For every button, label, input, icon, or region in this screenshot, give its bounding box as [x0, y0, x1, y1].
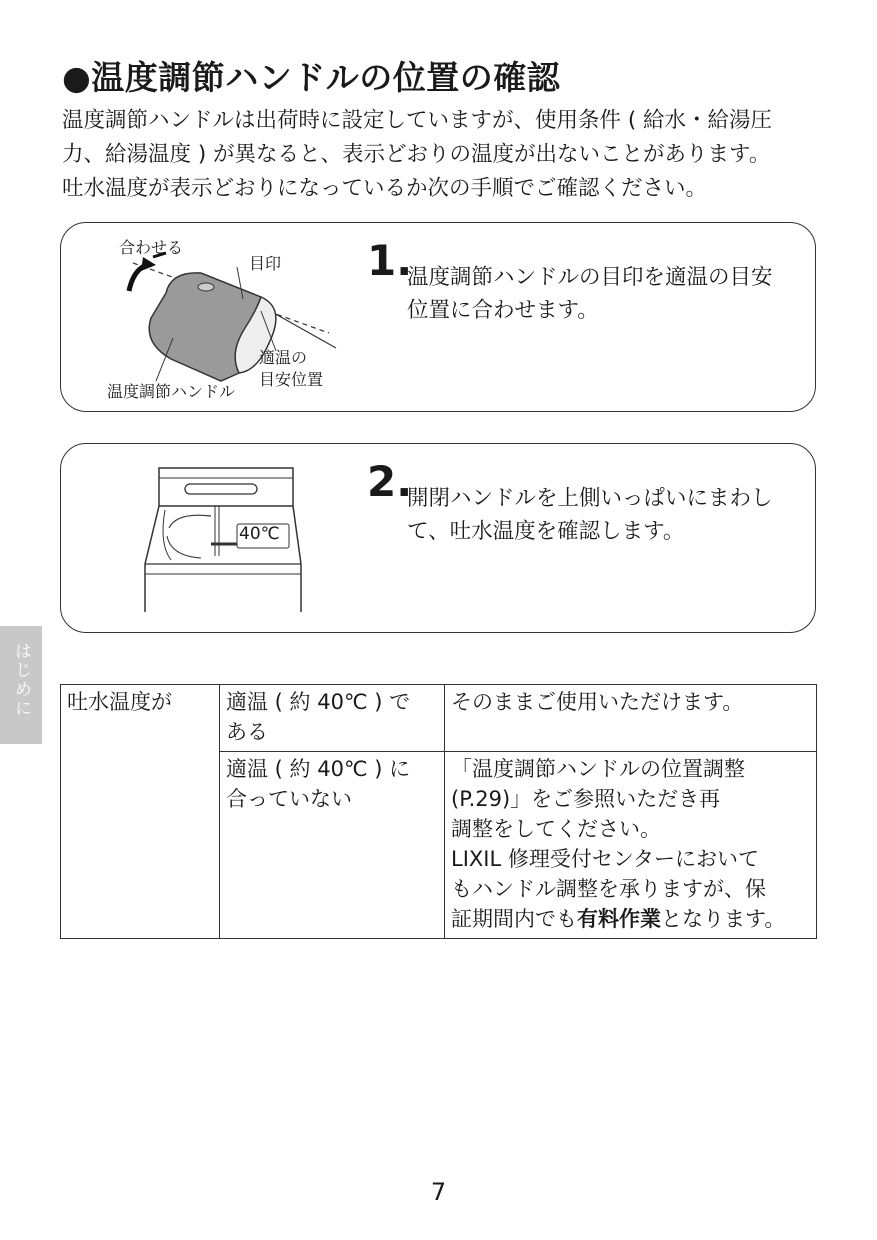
step-text-line: 温度調節ハンドルの目印を適温の目安	[407, 265, 773, 290]
condition-cell: 適温 ( 約 40℃ ) で ある	[220, 685, 445, 752]
step2-box	[60, 443, 816, 633]
step-text-line: 開閉ハンドルを上側いっぱいにまわし	[407, 486, 773, 511]
step-text-line: 位置に合わせます。	[407, 298, 599, 323]
page-title: ●温度調節ハンドルの位置の確認	[62, 58, 561, 97]
table-header-cell: 吐水温度が	[61, 685, 220, 939]
temperature-label: 40℃	[239, 524, 280, 544]
align-label: 合わせる	[119, 238, 184, 257]
page-number: 7	[430, 1178, 447, 1206]
intro-line: 温度調節ハンドルは出荷時に設定していますが、使用条件 ( 給水・給湯圧	[62, 108, 773, 133]
result-cell: そのままご使用いただけます。	[445, 685, 817, 752]
target-position-label-2: 目安位置	[259, 370, 324, 389]
step-text-line: て、吐水温度を確認します。	[407, 519, 685, 544]
section-side-tab-label: はじめに	[11, 642, 31, 718]
intro-line: 力、給湯温度 ) が異なると、表示どおりの温度が出ないことがあります。	[62, 142, 771, 167]
condition-cell: 適温 ( 約 40℃ ) に 合っていない	[220, 752, 445, 939]
section-side-tab	[0, 626, 42, 744]
intro-paragraph	[62, 104, 832, 206]
paid-work-emphasis: 有料作業	[577, 907, 661, 931]
target-position-label: 適温の	[259, 348, 308, 367]
mark-label: 目印	[249, 254, 282, 273]
table-row	[61, 685, 817, 752]
handle-label: 温度調節ハンドル	[107, 382, 236, 401]
result-cell: 「温度調節ハンドルの位置調整 (P.29)」をご参照いただき再 調整をしてください。 LIXIL 修理受付センターにおいて もハンドル調整を承りますが、保 証期間内でも有料作業となります。	[445, 752, 817, 939]
step1-box	[60, 222, 816, 412]
faucet-illustration	[61, 444, 361, 634]
intro-line: 吐水温度が表示どおりになっているか次の手順でご確認ください。	[62, 176, 708, 201]
step-number: 1.	[367, 236, 413, 285]
step-number: 2.	[367, 457, 413, 506]
result-last-line: 証期間内でも有料作業となります。	[451, 907, 786, 931]
temperature-check-table	[60, 684, 817, 939]
